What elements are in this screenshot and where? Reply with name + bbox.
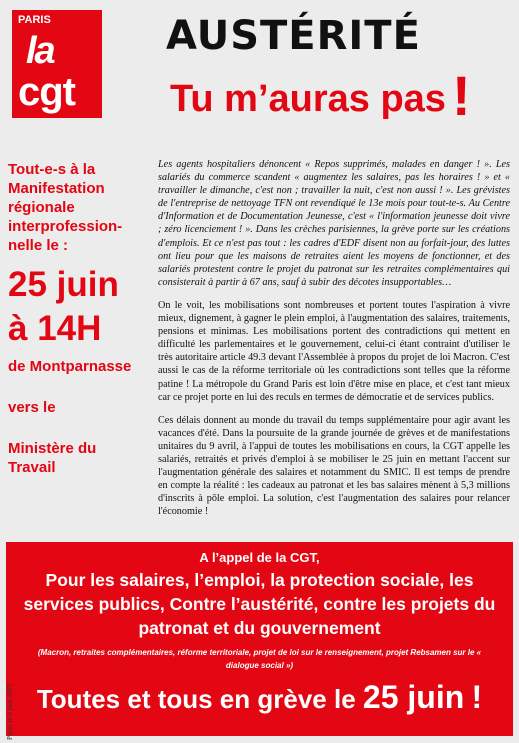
call-date: 25 juin à 14H: [8, 265, 119, 348]
strike-date: 25 juin: [362, 679, 465, 715]
cgt-logo: [12, 10, 102, 118]
print-date: Paris, le 9 juin 2015: [6, 683, 14, 740]
paragraph-2: On le voit, les mobilisations sont nombreuses et portent toutes l'aspiration à vivre mieux, dignement, à gagner le plein emploi, à l'augmentation des salaires, traitements, pensions et minimas. Les mobilisations portent des contradictions qui mettent en difficulté les parlementaires et le gouvernement, celui-ci étant contraint d'utiliser le très autoritaire article 49.3 devant l'Assemblée à propos du projet de loi Macron. C'est aussi le cas de la réforme territoriale où les contradictions sont telles que la réforme patine ! La métropole du Grand Paris est loin d'être mise en place, et c'est tant mieux car ce projet porte en lui des reculs en termes de démocratie et de services publics.: [158, 299, 510, 403]
paragraph-3: Ces délais donnent au monde du travail du temps supplémentaire pour agir avant les vacances d'été. Dans la poursuite de la grande journée de grèves et de manifestations unitaires du 9 avril, à l'appui de toutes les mobilisations en cours, la CGT appelle les salariés, retraités et privés d'emploi à se mobiliser le 25 juin en mettant l'accent sur l'augmentation générale des salaires et notamment du SMIC. Il est temps de prendre en compte la réalité : les cadeaux au patronat et les bas salaires mènent à 5,3 millions d'inscrits à pôle emploi. La solution, c'est l'augmentation des salaires pour relancer l'économie !: [158, 414, 510, 518]
subtitle-exclamation: !: [451, 64, 471, 127]
page-subtitle: [170, 64, 510, 127]
banner-projects: (Macron, retraites complémentaires, réforme territoriale, projet de loi sur le renseignement, projet Rebsamen sur le « dialogue social »): [37, 648, 482, 670]
paragraph-1: Les agents hospitaliers dénoncent « Repos supprimés, malades en danger ! ». Les salariés du commerce scandent « augmentez les salaires, pas les horaires ! » et « travailler le dimanche, c'est non ; travailler la nuit, c'est non aussi ! ». Les grévistes de l'entreprise de nettoyage TFN ont revendiqué le 13e mois pour tout-te-s. Au Centre d'Information et de Documentation Jeunesse, c'est « l'information jeunesse doit vivre ; zéro licenciement ! ». Dans les crèches parisiennes, la grève porte sur les créations d'emplois. Et ce n'est pas tout : les cadres d'EDF disent non au forfait-jour, des luttes ont lieu pour que les maisons de retraites aient les moyens de fonctionner, et des salariés protestent contre le projet du patronat sur les retraites complémentaires qui consisterait à partir à 67 ans, sauf à subir des décotes insupportables…: [158, 159, 510, 288]
logo-la: la: [26, 30, 54, 72]
body-text: [158, 158, 510, 528]
logo-paris: PARIS: [18, 14, 51, 26]
banner-strike-call: [6, 680, 513, 716]
page-title: AUSTÉRITÉ: [166, 13, 421, 59]
logo-cgt: cgt: [18, 70, 75, 114]
call-direction: vers le: [8, 399, 56, 416]
banner-appel: A l’appel de la CGT,: [199, 550, 320, 565]
banner-slogan: Pour les salaires, l’emploi, la protection sociale, les services publics, Contre l’austérité, contre les projets du patronat et du gouvernement: [23, 570, 496, 638]
demonstration-call: [8, 160, 146, 477]
strike-text: Toutes et tous en grève le: [36, 684, 356, 714]
strike-banner: [6, 542, 513, 736]
subtitle-text: Tu m’auras pas: [170, 78, 446, 120]
call-departure: de Montparnasse: [8, 358, 132, 375]
call-destination: Ministère du Travail: [8, 440, 97, 476]
strike-exclamation: !: [471, 679, 483, 715]
call-invite: Tout-e-s à la Manifestation régionale interprofession-nelle le :: [8, 161, 123, 254]
